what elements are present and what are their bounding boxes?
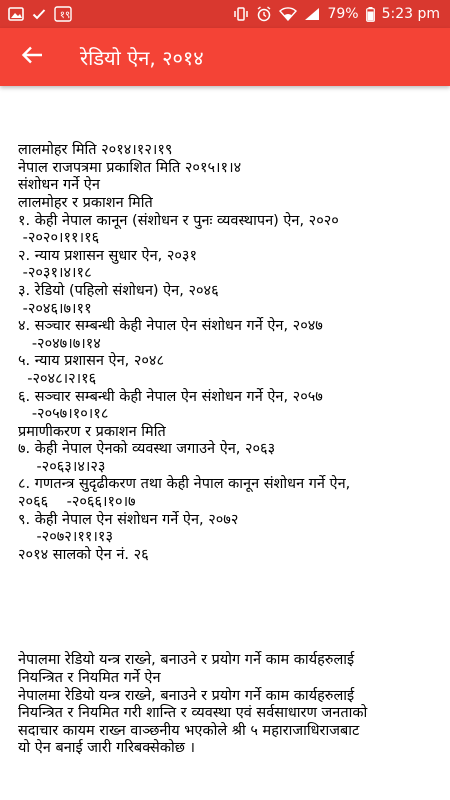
text-line: -२०४६।७।११ [18,300,92,317]
check-icon [32,7,46,21]
text-line: ८. गणतन्त्र सुदृढीकरण तथा केही नेपाल कानून संशोधन गर्ने ऐन, [18,476,351,493]
wifi-icon [279,7,297,21]
text-line: लालमोहर मिति २०१४।१२।१९ [18,142,173,159]
text-line: २. न्याय प्रशासन सुधार ऐन, २०३१ [18,247,198,264]
text-line: ७. केही नेपाल ऐनको व्यवस्था जगाउने ऐन, २०६३ [18,441,276,458]
text-line: ९. केही नेपाल ऐन संशोधन गर्ने ऐन, २०७२ [18,511,239,528]
text-line: संशोधन गर्ने ऐन [18,177,100,194]
text-line: -२०३१।४।१८ [18,265,92,282]
text-line: २०१४ सालको ऐन नं. २६ [18,546,149,563]
text-line: प्रमाणीकरण र प्रकाशन मिति [18,423,166,440]
status-left [0,6,74,22]
text-line: नेपाल राजपत्रमा प्रकाशित मिति २०१५।१।४ [18,159,242,176]
act-text-content [18,107,438,776]
status-right [233,6,450,22]
act-preamble-block [18,652,438,758]
text-line: ४. सञ्चार सम्बन्धी केही नेपाल ऐन संशोधन गर्ने ऐन, २०४७ [18,318,323,335]
battery-percent: 79% [327,6,359,22]
text-line: -२०५७।१०।१८ [18,406,109,423]
text-line: -२०६३।४।२३ [18,458,106,475]
battery-icon [366,7,375,22]
page-title: रेडियो ऐन, २०१४ [80,45,204,70]
text-line: ३. रेडियो (पहिलो संशोधन) ऐन, २०४६ [18,282,219,299]
text-line: नेपालमा रेडियो यन्त्र राख्ने, बनाउने र प्रयोग गर्ने काम कार्यहरुलाई [18,652,355,669]
text-line: ५. न्याय प्रशासन ऐन, २०४८ [18,353,164,370]
text-line: ६. सञ्चार सम्बन्धी केही नेपाल ऐन संशोधन गर्ने ऐन, २०५७ [18,388,323,405]
act-header-block [18,142,438,564]
text-line: -२०२०।११।१६ [18,230,100,247]
alarm-icon [256,6,272,22]
text-line: लालमोहर र प्रकाशन मिति [18,194,153,211]
text-line: -२०४८।२।१६ [18,370,97,387]
vibrate-icon [233,7,249,21]
paragraph-gap [18,600,438,618]
notification-badge-text: १९ [59,10,71,21]
text-line: नियन्त्रित र नियमित गरी शान्ति र व्यवस्था एवं सर्वसाधारण जनताको [18,705,368,722]
text-line: २०६६ -२०६६।१०।७ [18,494,136,511]
image-icon [8,7,24,21]
signal-icon [304,7,320,21]
arrow-back-icon [21,46,43,68]
text-line: १. केही नेपाल कानून (संशोधन र पुनः व्यवस्थापन) ऐन, २०२० [18,212,339,229]
text-line: -२०७२।११।१३ [18,529,113,546]
text-line: -२०४७।७।१४ [18,335,101,352]
text-line: यो ऐन बनाई जारी गरिबक्सेकोछ । [18,740,195,757]
back-button[interactable] [4,28,60,86]
text-line: नेपालमा रेडियो यन्त्र राख्ने, बनाउने र प्रयोग गर्ने काम कार्यहरुलाई [18,687,355,704]
app-bar [0,28,450,86]
status-bar [0,0,450,28]
text-line: सदाचार कायम राख्न वाञ्छनीय भएकोले श्री ५ महाराजाधिराजबाट [18,722,360,739]
text-line: नियन्त्रित र नियमित गर्ने ऐन [18,670,161,686]
clock-time: 5:23 pm [381,6,440,22]
